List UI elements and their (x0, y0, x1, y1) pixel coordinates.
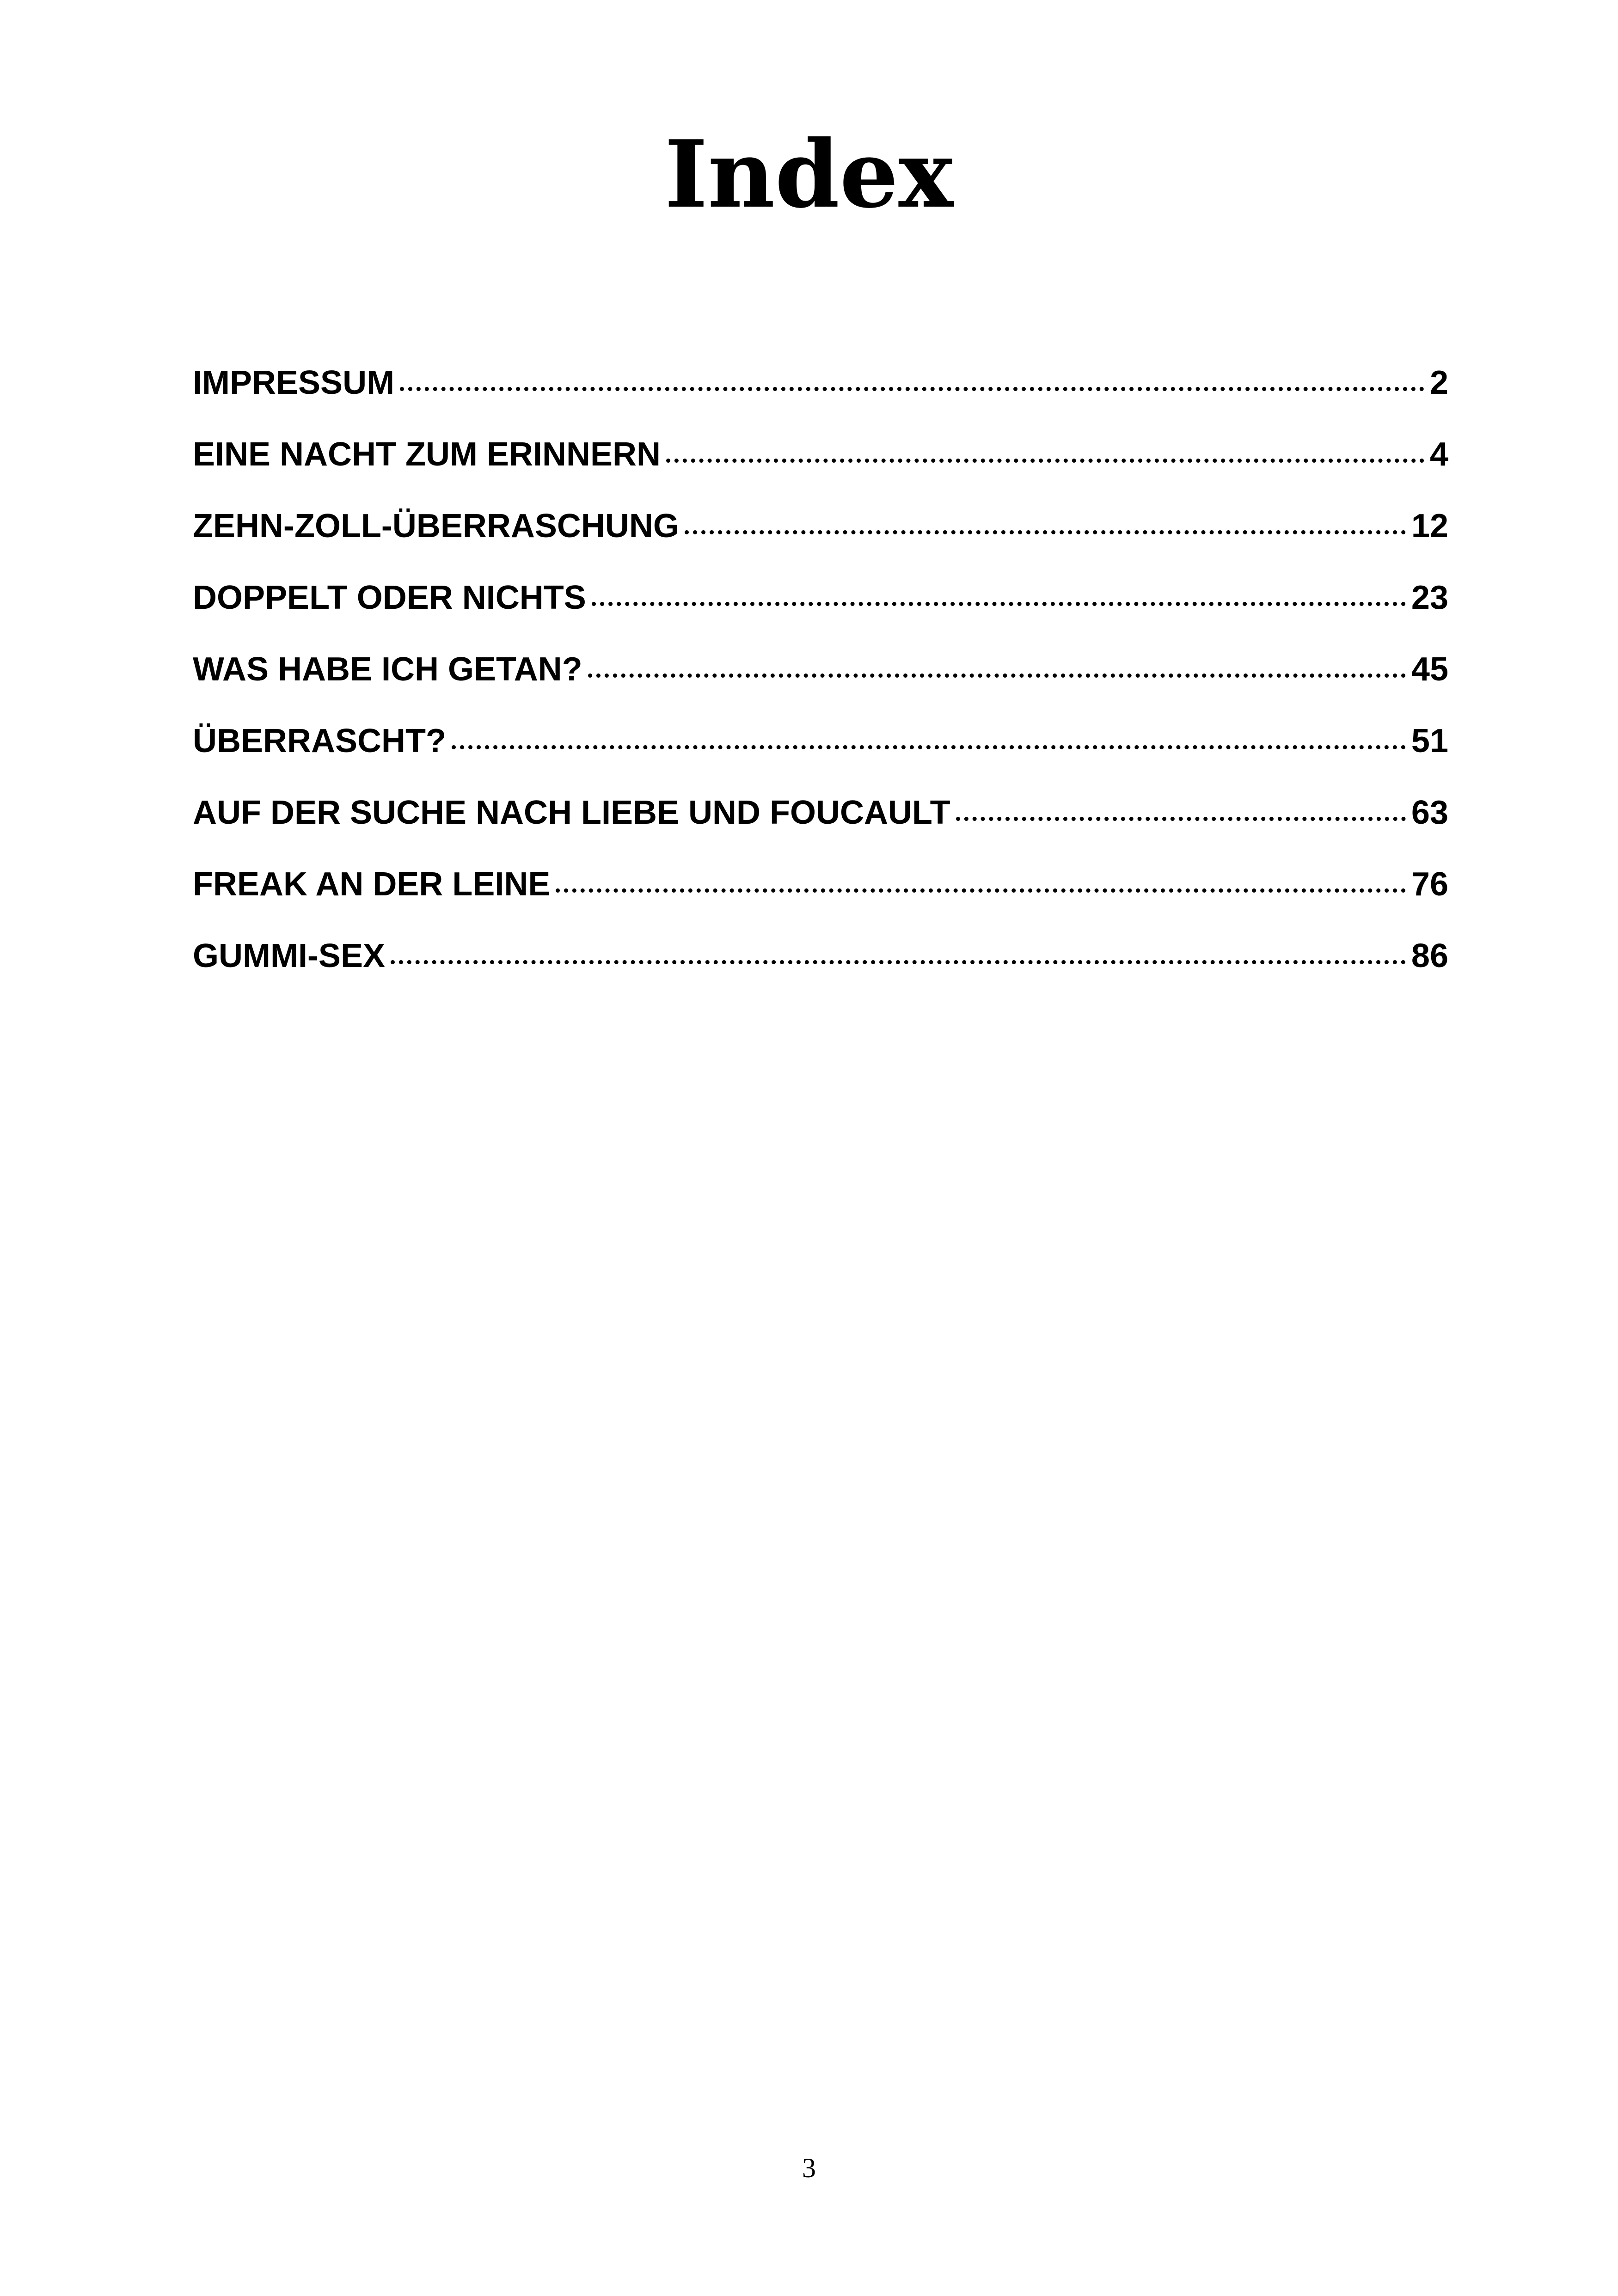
dot-leader (400, 387, 1424, 391)
toc-entry-page: 76 (1411, 866, 1448, 903)
toc-entry-title: ÜBERRASCHT? (193, 722, 446, 759)
toc-entry-ueberrascht[interactable] (193, 718, 1448, 790)
page-number: 3 (802, 2153, 816, 2183)
toc-entry-page: 12 (1411, 508, 1448, 545)
dot-leader (956, 817, 1406, 821)
dot-leader (391, 960, 1406, 964)
toc-entry-page: 63 (1411, 794, 1448, 831)
toc-entry-zehn-zoll-ueberraschung[interactable] (193, 503, 1448, 575)
dot-leader (592, 602, 1406, 606)
toc-entry-page: 45 (1411, 651, 1448, 688)
toc-entry-impressum[interactable] (193, 360, 1448, 431)
dot-leader (685, 530, 1406, 534)
table-of-contents (193, 360, 1448, 1004)
toc-entry-title: EINE NACHT ZUM ERINNERN (193, 436, 661, 473)
toc-entry-title: IMPRESSUM (193, 364, 395, 401)
toc-entry-eine-nacht-zum-erinnern[interactable] (193, 431, 1448, 503)
dot-leader (666, 459, 1424, 463)
toc-entry-title: DOPPELT ODER NICHTS (193, 579, 586, 616)
toc-entry-title: FREAK AN DER LEINE (193, 866, 551, 903)
toc-entry-doppelt-oder-nichts[interactable] (193, 575, 1448, 646)
dot-leader (556, 888, 1406, 893)
toc-entry-page: 2 (1429, 364, 1448, 401)
dot-leader (588, 673, 1406, 678)
dot-leader (452, 745, 1406, 749)
toc-entry-title: AUF DER SUCHE NACH LIEBE UND FOUCAULT (193, 794, 950, 831)
toc-entry-gummi-sex[interactable] (193, 933, 1448, 1004)
toc-entry-page: 4 (1429, 436, 1448, 473)
toc-entry-title: WAS HABE ICH GETAN? (193, 651, 582, 688)
toc-entry-was-habe-ich-getan[interactable] (193, 646, 1448, 718)
toc-entry-auf-der-suche-nach-liebe-und-foucault[interactable] (193, 790, 1448, 861)
toc-entry-page: 51 (1411, 722, 1448, 759)
toc-entry-page: 23 (1411, 579, 1448, 616)
toc-entry-freak-an-der-leine[interactable] (193, 861, 1448, 933)
toc-entry-title: ZEHN-ZOLL-ÜBERRASCHUNG (193, 508, 679, 545)
toc-entry-title: GUMMI-SEX (193, 937, 386, 974)
page-title: Index (664, 120, 954, 229)
toc-entry-page: 86 (1411, 937, 1448, 974)
